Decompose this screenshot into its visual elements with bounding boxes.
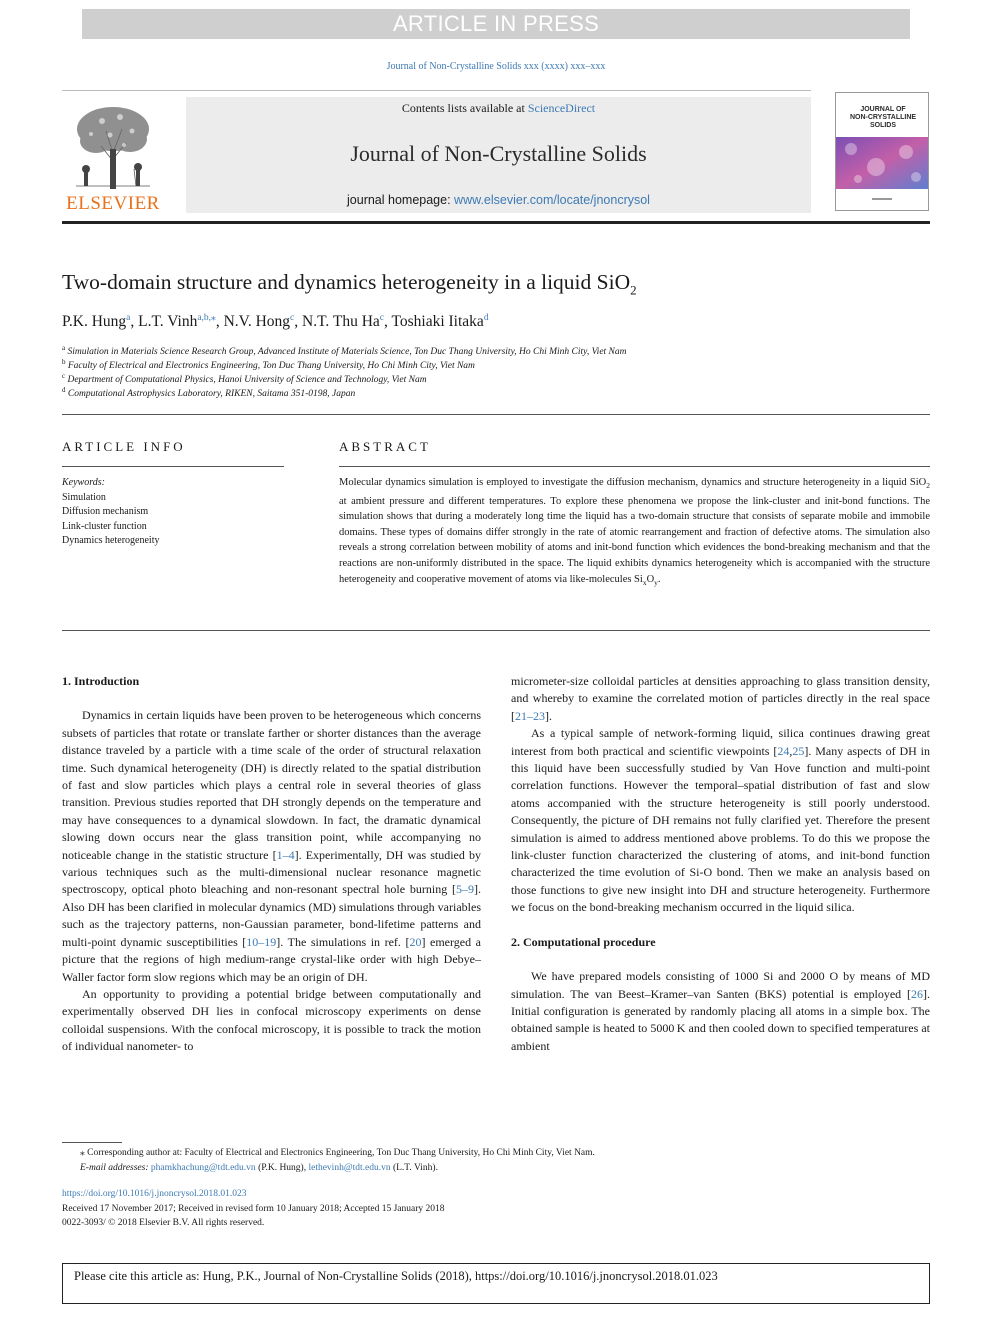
author-name[interactable]: P.K. Hung [62,313,127,330]
article-title-text: Two-domain structure and dynamics heterogeneity in a liquid SiO [62,270,631,294]
doi-link[interactable]: https://doi.org/10.1016/j.jnoncrysol.2018.01.023 [62,1189,247,1199]
author-affiliation-mark[interactable]: c [290,312,295,323]
affiliation-mark: a [62,343,66,352]
homepage-link[interactable]: www.elsevier.com/locate/jnoncrysol [454,193,650,207]
section-1-heading: 1. Introduction [62,674,140,688]
affiliation-item [62,359,930,373]
abstract-subscript: x [642,577,647,587]
homepage-prefix: journal homepage: [347,193,455,207]
article-info-rule [62,466,284,467]
contents-line [186,101,811,116]
keywords-block [62,476,284,549]
affiliation-text: Department of Computational Physics, Hanoi University of Science and Technology, Viet Nam [67,375,427,385]
text-run: We have prepared models consisting of 1000 Si and 2000 O by means of MD simulation. The van Beest–Kramer–van Santen (BKS) potential is employed [ [511,969,930,1001]
abstract-part: . [657,573,661,585]
journal-title: Journal of Non-Crystalline Solids [350,141,647,166]
author-separator: , [130,313,139,330]
affiliation-mark: b [62,357,66,366]
citation-link[interactable]: 25 [792,743,805,758]
cover-title [838,106,928,130]
author-name[interactable]: N.T. Thu Ha [302,313,380,330]
received-dates: Received 17 November 2017; Received in revised form 10 January 2018; Accepted 15 January 2018 [62,1203,445,1214]
publication-info [62,1187,930,1231]
article-title-subscript: 2 [630,282,637,298]
author-affiliation-mark[interactable]: c [379,312,384,323]
affiliation-item [62,345,930,359]
affiliation-mark: d [62,385,66,394]
text-run: ]. Initial configuration is generated by randomly placing all atoms in a simple box. The obtained sample is heated to 5000 K and then cooled down to specified temperatures at ambient [511,986,930,1053]
header-divider [62,221,930,224]
affiliation-list [62,345,930,401]
keyword-item[interactable]: Diffusion mechanism [62,506,149,517]
header-rule [62,90,811,91]
author-separator: , [215,313,224,330]
email-label: E-mail addresses: [80,1162,151,1173]
abstract-text [339,475,930,590]
author-name[interactable]: N.V. Hong [223,313,291,330]
section-2-heading: 2. Computational procedure [511,934,656,949]
body-column-right [511,673,930,1055]
abstract-rule [339,466,930,467]
text-run: ]. Experimentally, DH was studied by various techniques such as the multi-dimensional nuclear resonance magnetic spectroscopy, optical photo bleaching and non-resonant spectral hole burning [ [62,847,481,897]
body-paragraph [511,673,930,725]
body-paragraph [62,707,481,986]
email-owner: (L.T. Vinh). [390,1162,438,1173]
article-info-heading: ARTICLE INFO [62,439,186,454]
text-run: micrometer-size colloidal particles at densities approaching to glass transition density, and whereby to examine the correlated motion of particles directly in the real space [ [511,674,930,723]
email-link[interactable]: phamkhachung@tdt.edu.vn [150,1162,256,1173]
author-list [62,313,930,331]
text-run: ]. Many aspects of DH in this liquid have been successfully studied by Van Hove function and multi-point correlation functions. However the temporal–spatial distribution of fast and slow atoms accompanied with the structure heterogeneity is still poorly understood. Consequently, the picture of DH remains not fully clarified yet. Therefore the present simulation is aimed to address mentioned above problems. To do this we propose the link-cluster function characterized the clustering of atoms, and init-bond function characterized the time evolution of Si-O bond. Then we make an analysis based on those functions to give new insight into DH and structure heterogeneity. Furthermore we focus on the bond-breaking mechanism occurred in the liquid silica. [511,743,930,915]
citation-link[interactable]: 24 [777,743,790,758]
text-run: ]. The simulations in ref. [ [276,934,410,949]
citation-box [62,1263,930,1304]
corresponding-author-note: ⁎ Corresponding author at: Faculty of Electrical and Electronics Engineering, Ton Duc Thang University, Ho Chi Minh City, Viet Nam. [80,1148,595,1158]
text-run: As a typical sample of network-forming liquid, silica continues drawing great interest from both practical and scientific viewpoints [ [511,726,930,758]
article-in-press-banner: ARTICLE IN PRESS [82,9,910,39]
citation-link[interactable]: 1–4 [276,847,295,862]
elsevier-tree-logo[interactable] [62,97,164,213]
author-name[interactable]: L.T. Vinh [138,313,198,330]
author-name[interactable]: Toshiaki Iitaka [391,313,484,330]
article-title [62,270,930,298]
abstract-bottom-divider [62,630,930,631]
text-run: ]. Also DH has been clarified in molecular dynamics (MD) simulations through variables such as the trajectory patterns, non-Gaussian parameter, bond-lifetime patterns and multi-point dynamic susceptibilities [ [62,882,481,949]
citation-text[interactable]: Please cite this article as: Hung, P.K., Journal of Non-Crystalline Solids (2018), https://doi.org/10.1016/j.jnoncrysol.2018.01.023 [74,1269,718,1283]
email-line [62,1161,930,1176]
body-paragraph [511,725,930,916]
affiliation-item [62,373,930,387]
abstract-subscript: 2 [926,481,930,491]
author-separator: , [384,313,392,330]
body-paragraph: An opportunity to providing a potential bridge between computationally and experimentally observed DH lies in confocal microscopy experiments on dense colloidal suspensions. With the confocal microscopy, it is possible to track the motion of individual nanometer- to [62,986,481,1054]
footnote-rule [62,1142,122,1143]
cover-title-line2: NON-CRYSTALLINE SOLIDS [849,114,917,129]
email-link[interactable]: lethevinh@tdt.edu.vn [308,1162,391,1173]
tree-icon [66,101,160,191]
abstract-part: O [646,573,655,585]
abstract-heading: ABSTRACT [339,439,431,454]
affiliation-text: Simulation in Materials Science Research Group, Advanced Institute of Materials Science, Ton Duc Thang University, Ho Chi Minh City, Viet Nam [67,347,627,357]
section-gap [511,917,930,934]
cover-footer-icon [836,197,928,201]
keyword-item[interactable]: Simulation [62,491,106,503]
text-run: ]. [545,708,552,723]
text-run: , [789,743,793,758]
journal-header [186,97,811,213]
abstract-part: Molecular dynamics simulation is employed to investigate the diffusion mechanism, dynamics and structure heterogeneity in a liquid SiO [339,477,927,488]
body-column-left [62,673,481,1056]
keyword-item[interactable]: Dynamics heterogeneity [62,535,160,546]
keywords-label: Keywords: [62,477,105,488]
abstract-part: at ambient pressure and different temperatures. To explore these phenomena we propose the link-cluster and init-bond functions. The simulation shows that during a moderately long time the liquid has a two-domain structure that consists of separate mobile and immobile domains. These types of domains differ strongly in the rate of atomic rearrangement and fraction of defective atoms. The simulation also reveals a strong correlation between mobility of atoms and init-bond function which evidences the bond-breaking mechanism and that the reactions are non-uniformly distributed in the space. The liquid exhibits dynamics heterogeneity which is accompanied with the structure heterogeneity and cooperative movement of atoms via like-molecules Si [339,495,930,585]
contents-prefix: Contents lists available at [401,101,528,115]
author-affiliation-mark[interactable]: a [126,312,131,323]
journal-reference[interactable]: Journal of Non-Crystalline Solids xxx (xxxx) xxx–xxx [386,61,606,72]
affiliation-item [62,387,930,401]
copyright-line: 0022-3093/ © 2018 Elsevier B.V. All rights reserved. [62,1218,265,1228]
sciencedirect-link[interactable]: ScienceDirect [527,101,596,115]
citation-link[interactable]: 5–9 [456,882,474,897]
author-separator: , [294,313,302,330]
keyword-item[interactable]: Link-cluster function [62,520,147,532]
citation-link[interactable]: 20 [409,934,422,949]
affiliation-text: Faculty of Electrical and Electronics Engineering, Ton Duc Thang University, Ho Chi Minh City, Viet Nam [67,361,475,371]
citation-link[interactable]: 10–19 [246,934,277,949]
citation-link[interactable]: 21–23 [515,708,545,723]
homepage-line [186,193,811,207]
cover-title-line1: JOURNAL OF [860,106,906,113]
author-affiliation-mark[interactable]: d [483,312,489,323]
affiliation-text: Computational Astrophysics Laboratory, RIKEN, Saitama 351-0198, Japan [67,389,356,399]
email-owner: (P.K. Hung), [255,1162,309,1173]
publisher-name: ELSEVIER [66,193,160,214]
footnotes [62,1146,930,1175]
text-run: Dynamics in certain liquids have been proven to be heterogeneous which concerns subsets of particles that rotate or translate farther or shorter distances than the average distance traveled by a particle with a time scale of the order of structural relaxation time. Such dynamical heterogeneity (DH) is directly related to the spatial distribution of fast and slow particles which plays a central role in several theories of glass transition. Previous studies reported that DH strongly depends on the temperature and may have consequences to a dynamical slowdown. In fact, the dramatic dynamical slowing down occurs near the glass transition point, while accompanying no noticeable change in the statistic structure [ [62,708,481,862]
citation-link[interactable]: 26 [911,986,923,1001]
author-affiliation-mark[interactable]: a,b,⁎ [197,312,216,323]
affiliation-mark: c [62,371,66,380]
journal-cover-thumbnail[interactable] [835,92,929,211]
text-run: ] emerged a picture that the regions of high medium-range crystal-like order with high Debye–Waller factor form slow regions which may be an origin of DH. [62,934,481,984]
abstract-subscript: y [654,577,658,587]
cover-art-icon [836,137,928,189]
body-paragraph [511,968,930,1055]
affiliation-divider [62,414,930,415]
